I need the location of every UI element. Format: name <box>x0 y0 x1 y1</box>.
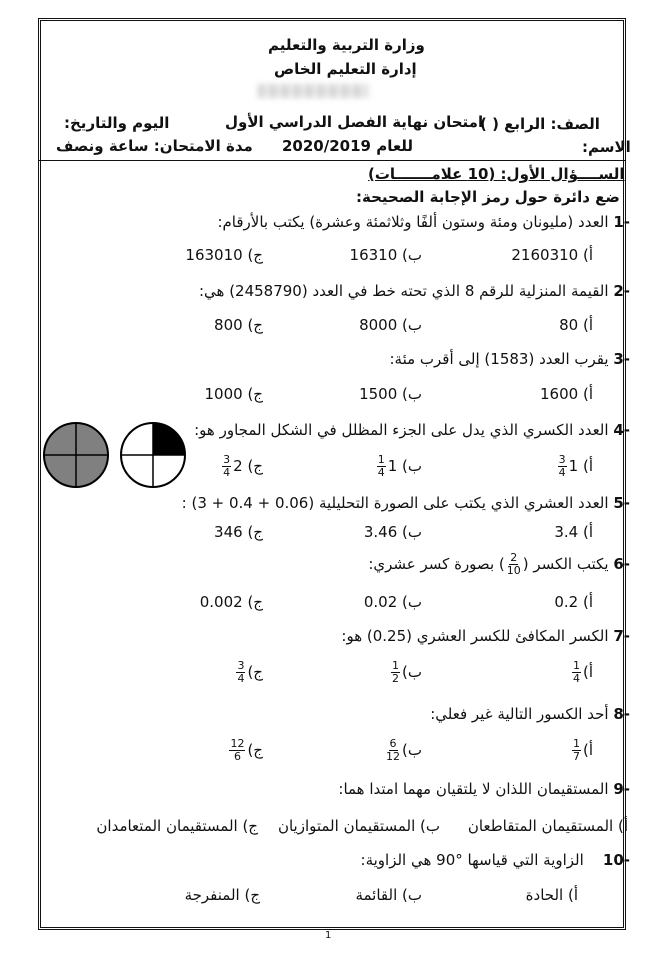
exam-title: امتحان نهاية الفصل الدراسي الأول <box>225 113 484 131</box>
q10-option-b[interactable]: ب) القائمة <box>355 886 422 904</box>
day-date-label: اليوم والتاريخ: <box>64 114 170 132</box>
q5-option-c[interactable]: ج) 346 <box>214 523 263 541</box>
q3-option-b[interactable]: ب) 1500 <box>359 385 422 403</box>
question-5: -5 العدد العشري الذي يكتب على الصورة التحليلية (0.06 + 0.4 + 3) : <box>181 494 630 512</box>
q6-option-c[interactable]: ج) 0.002 <box>199 593 263 611</box>
section-title: الســــؤال الأول: (10 علامـــــــات) <box>368 165 625 183</box>
q9-option-c[interactable]: ج) المستقيمان المتعامدان <box>96 817 258 835</box>
q2-option-c[interactable]: ج) 800 <box>214 316 263 334</box>
q10-option-c[interactable]: ج) المنفرجة <box>184 886 260 904</box>
q5-option-b[interactable]: ب) 3.46 <box>363 523 422 541</box>
q1-option-a[interactable]: أ) 2160310 <box>511 246 593 264</box>
q4-option-b[interactable]: ب) 1 $\frac{1}{4}$ <box>377 453 422 479</box>
page-number: 1 <box>325 930 332 941</box>
q3-option-a[interactable]: أ) 1600 <box>540 385 593 403</box>
q4-option-c[interactable]: ج) 2 $\frac{3}{4}$ <box>223 453 263 479</box>
question-8: -8 أحد الكسور التالية غير فعلي: <box>430 705 630 723</box>
full-shaded-circle <box>44 423 108 487</box>
q9-option-b[interactable]: ب) المستقيمان المتوازيان <box>277 817 440 835</box>
question-7: -7 الكسر المكافئ للكسر العشري (0.25) هو: <box>341 627 630 645</box>
question-2: -2 القيمة المنزلية للرقم 8 الذي تحته خط في العدد (2458790) هي: <box>198 282 630 300</box>
section-instruction: ضع دائرة حول رمز الإجابة الصحيحة: <box>356 188 620 206</box>
exam-duration: مدة الامتحان: ساعة ونصف <box>56 137 253 155</box>
fraction-circles-figure <box>40 420 190 492</box>
q8-option-a[interactable]: أ) $\frac{1}{7}$ <box>572 737 593 763</box>
question-1: -1 العدد (مليونان ومئة وستون ألفًا وثلاثمئة وعشرة) يكتب بالأرقام: <box>217 213 630 231</box>
admin-title: إدارة التعليم الخاص <box>274 60 417 78</box>
q4-option-a[interactable]: أ) 1 $\frac{3}{4}$ <box>558 453 593 479</box>
question-9: -9 المستقيمان اللذان لا يلتقيان مهما امتدا هما: <box>338 780 630 798</box>
q1-option-b[interactable]: ب) 16310 <box>349 246 422 264</box>
q7-option-c[interactable]: ج) $\frac{3}{4}$ <box>237 659 263 685</box>
q1-option-c[interactable]: ج) 163010 <box>185 246 263 264</box>
q3-option-c[interactable]: ج) 1000 <box>204 385 263 403</box>
q9-option-a[interactable]: أ) المستقيمان المتقاطعان <box>467 817 628 835</box>
question-3: -3 يقرب العدد (1583) إلى أقرب مئة: <box>389 350 630 368</box>
question-6: -6 يكتب الكسر ( $\frac{2}{10}$ ) بصورة كسر عشري: <box>368 551 630 577</box>
question-4: -4 العدد الكسري الذي يدل على الجزء المظلل في الشكل المجاور هو: <box>194 421 630 439</box>
q5-option-a[interactable]: أ) 3.4 <box>554 523 593 541</box>
q2-option-a[interactable]: أ) 80 <box>559 316 593 334</box>
quarter-shaded-circle <box>121 423 185 487</box>
q6-option-b[interactable]: ب) 0.02 <box>363 593 422 611</box>
exam-year: للعام 2020/2019 <box>282 137 414 155</box>
q10-option-a[interactable]: أ) الحادة <box>525 886 578 904</box>
q7-option-b[interactable]: ب) $\frac{1}{2}$ <box>392 659 422 685</box>
q8-option-c[interactable]: ج) $\frac{12}{6}$ <box>230 737 263 763</box>
q6-option-a[interactable]: أ) 0.2 <box>554 593 593 611</box>
q8-option-b[interactable]: ب) $\frac{6}{12}$ <box>386 737 422 763</box>
q2-option-b[interactable]: ب) 8000 <box>359 316 422 334</box>
name-label: الاسم: <box>582 138 631 156</box>
question-10: -10 الزاوية التي قياسها °90 هي الزاوية: <box>360 851 630 869</box>
q7-option-a[interactable]: أ) $\frac{1}{4}$ <box>572 659 593 685</box>
redacted-school-name <box>258 84 368 98</box>
header-divider <box>38 160 626 161</box>
grade-label: الصف: الرابع ( ) <box>480 115 600 133</box>
ministry-title: وزارة التربية والتعليم <box>268 36 425 54</box>
